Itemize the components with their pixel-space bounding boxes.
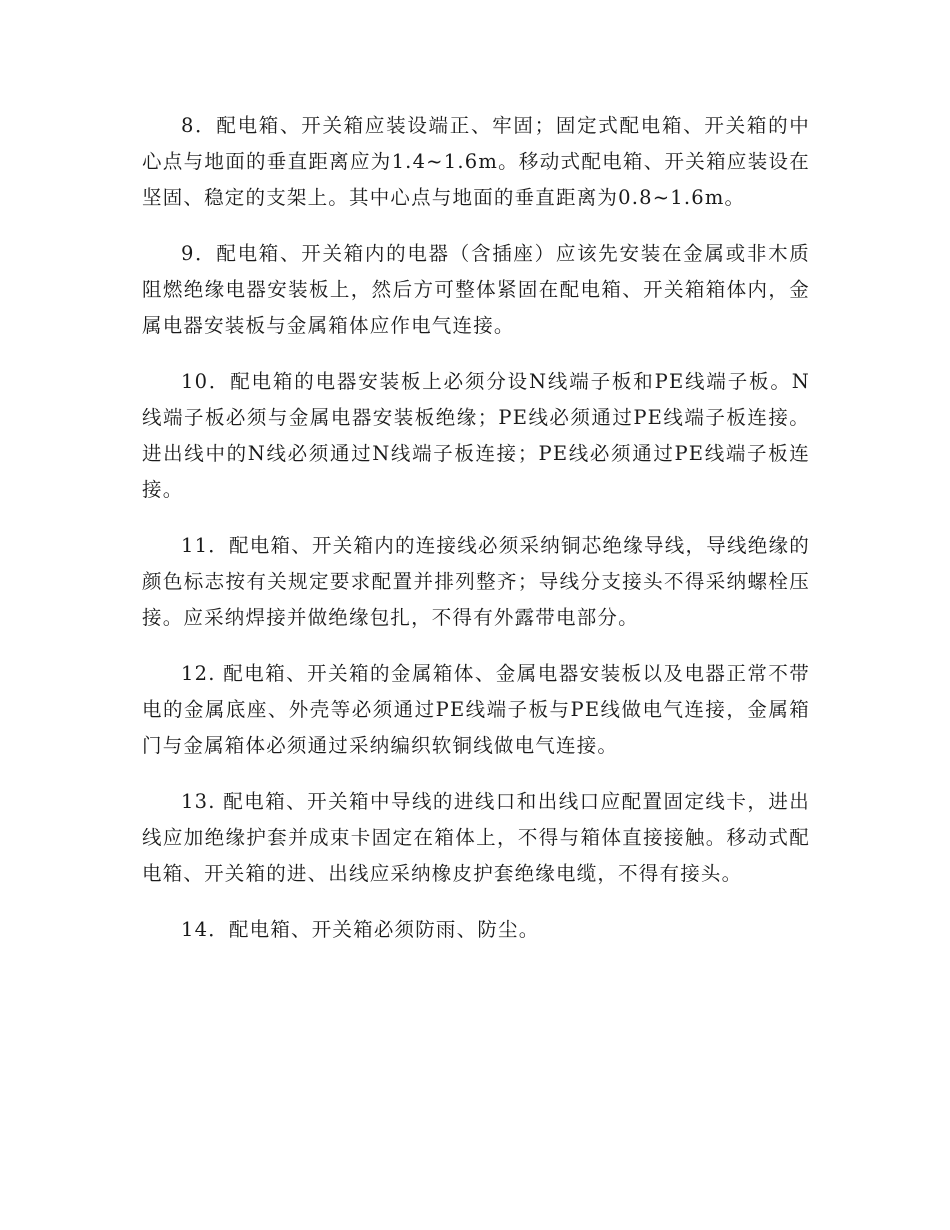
paragraph-item-9: 9．配电箱、开关箱内的电器（含插座）应该先安装在金属或非木质阻燃绝缘电器安装板上，然后方可整体紧固在配电箱、开关箱箱体内，金属电器安装板与金属箱体应作电气连接。 (142, 242, 810, 337)
paragraph-item-13: 13. 配电箱、开关箱中导线的进线口和出线口应配置固定线卡，进出线应加绝缘护套并成束卡固定在箱体上，不得与箱体直接接触。移动式配电箱、开关箱的进、出线应采纳橡皮护套绝缘电缆，不得有接头。 (142, 790, 810, 885)
paragraph-item-10: 10．配电箱的电器安装板上必须分设N线端子板和PE线端子板。N线端子板必须与金属电器安装板绝缘；PE线必须通过PE线端子板连接。进出线中的N线必须通过N线端子板连接；PE线必须通过PE线端子板连接。 (142, 370, 810, 501)
paragraph-item-8: 8．配电箱、开关箱应装设端正、牢固；固定式配电箱、开关箱的中心点与地面的垂直距离应为1.4~1.6m。移动式配电箱、开关箱应装设在坚固、稳定的支架上。其中心点与地面的垂直距离为0.8~1.6m。 (142, 114, 810, 209)
paragraph-item-12: 12. 配电箱、开关箱的金属箱体、金属电器安装板以及电器正常不带电的金属底座、外壳等必须通过PE线端子板与PE线做电气连接，金属箱门与金属箱体必须通过采纳编织软铜线做电气连接。 (142, 662, 810, 757)
paragraph-item-11: 11．配电箱、开关箱内的连接线必须采纳铜芯绝缘导线，导线绝缘的颜色标志按有关规定要求配置并排列整齐；导线分支接头不得采纳螺栓压接。应采纳焊接并做绝缘包扎，不得有外露带电部分。 (142, 534, 810, 629)
document-body (142, 108, 810, 968)
paragraph-item-14: 14．配电箱、开关箱必须防雨、防尘。 (181, 918, 540, 941)
